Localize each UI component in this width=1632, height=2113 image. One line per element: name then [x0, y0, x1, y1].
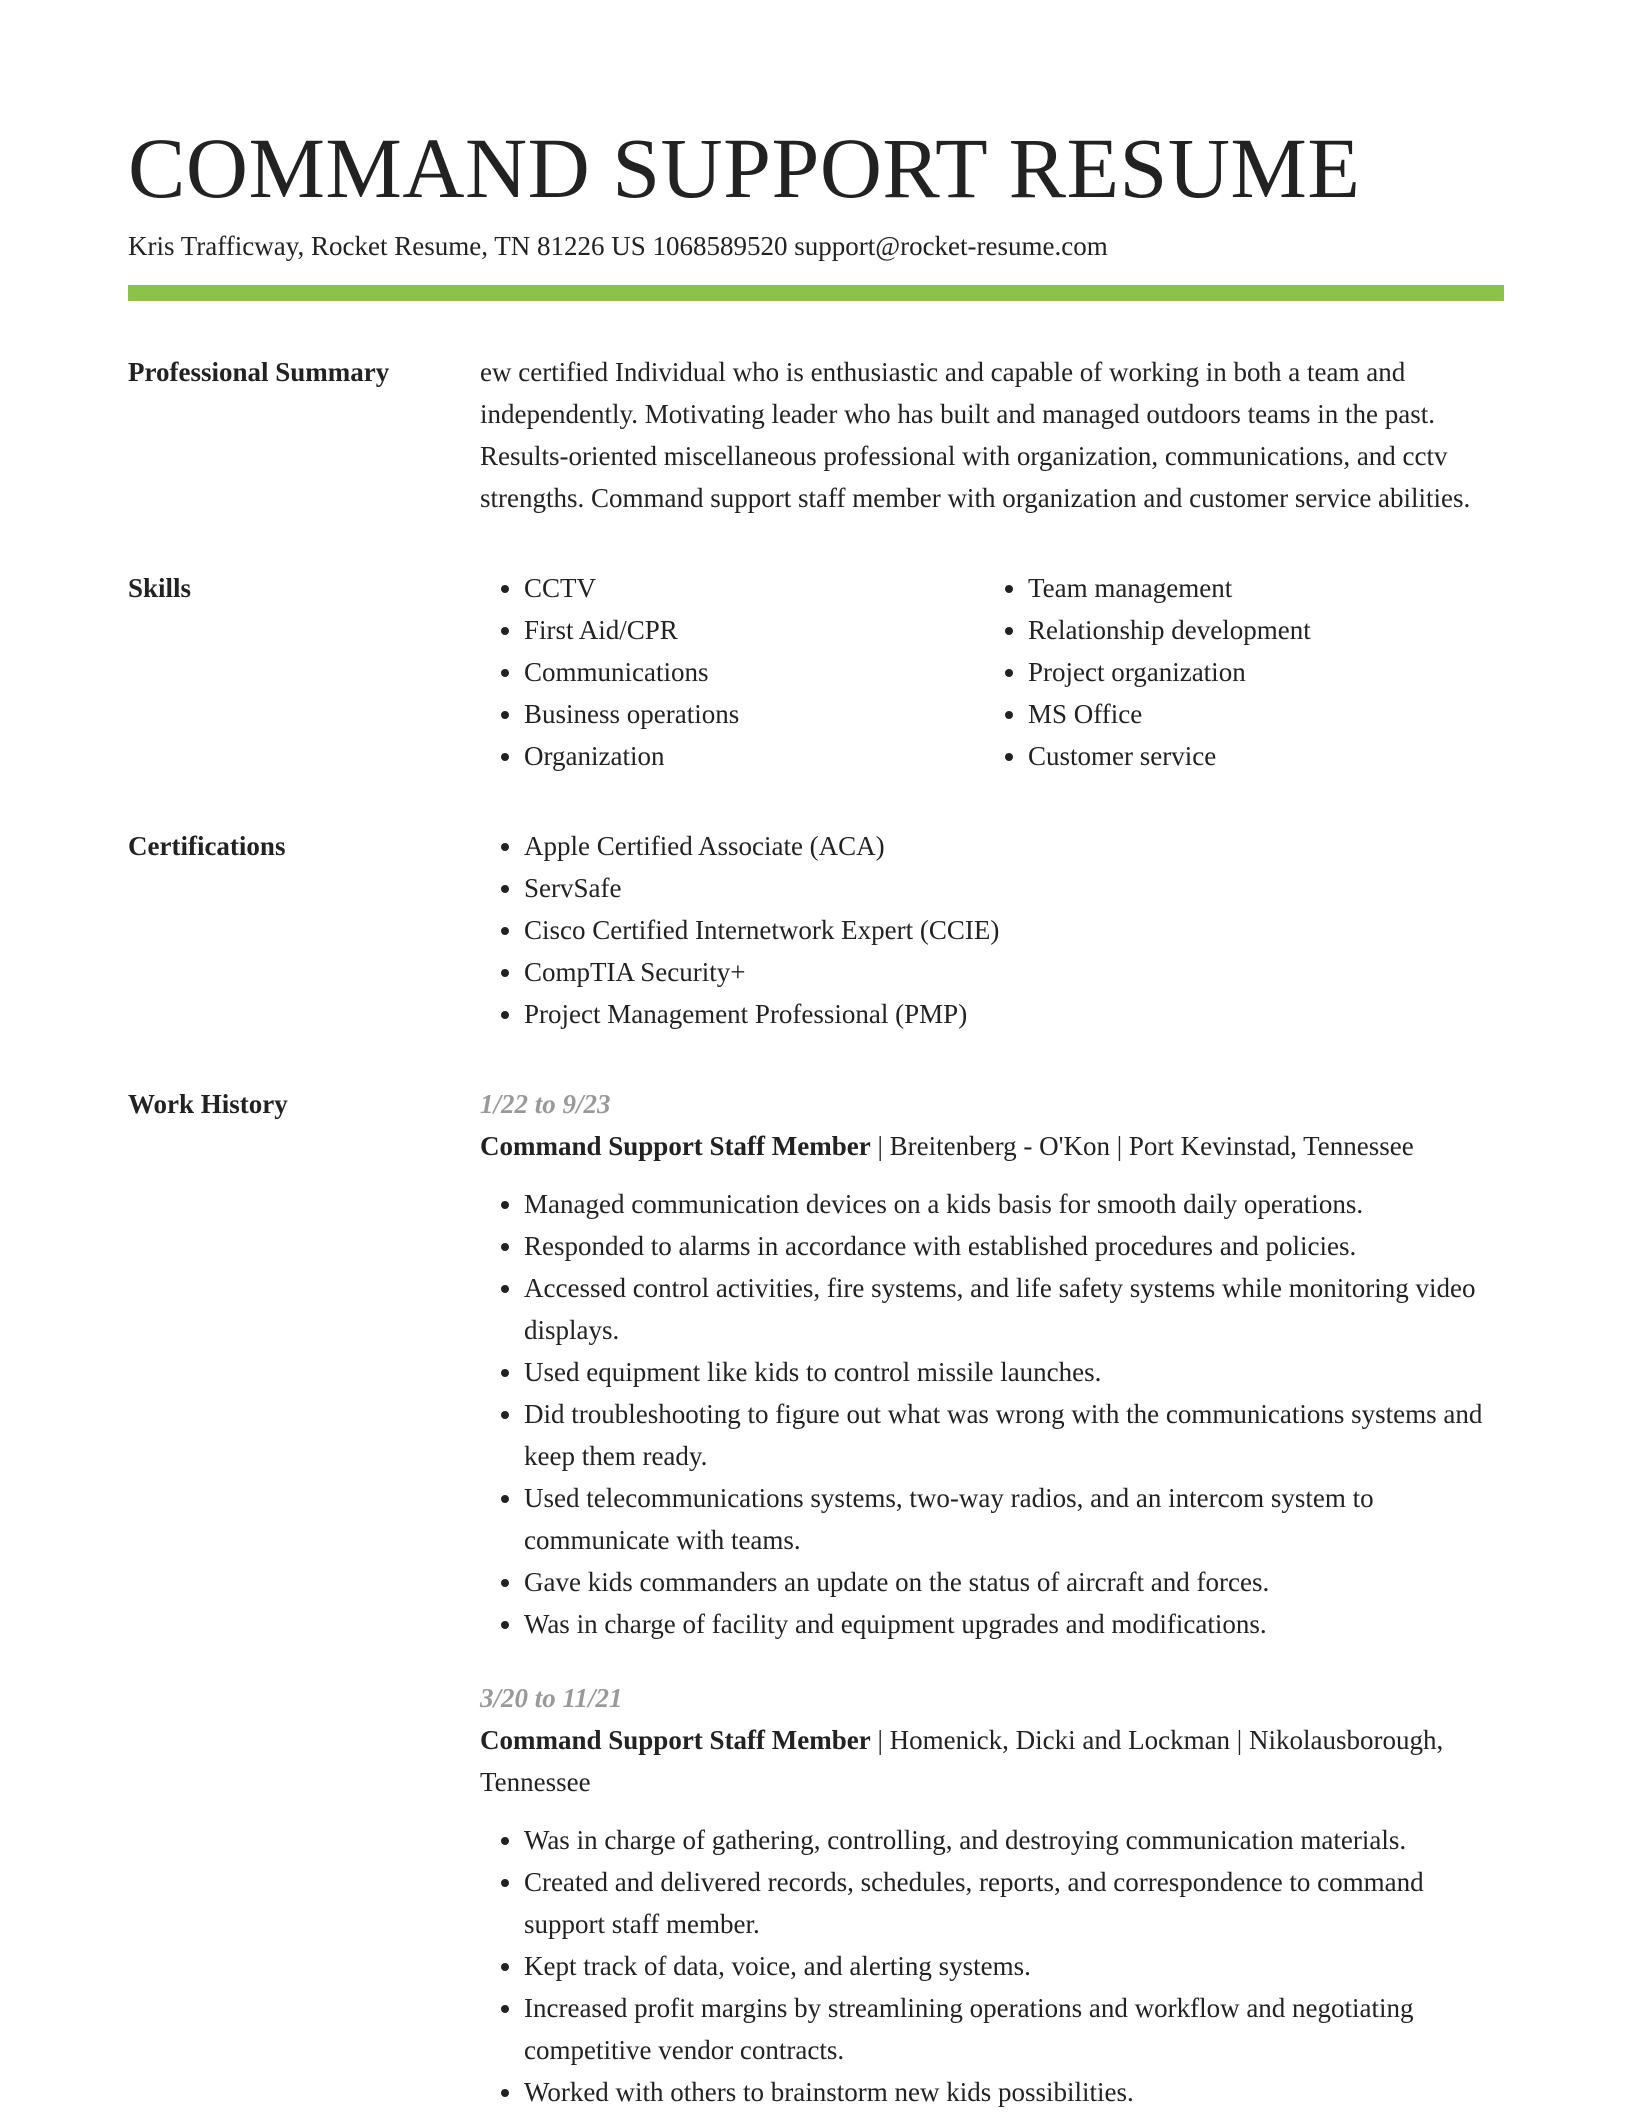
skill-item: • Customer service	[1028, 735, 1488, 777]
certification-item: • ServSafe	[524, 867, 1504, 909]
job-heading	[480, 1719, 1504, 1803]
resume-page	[128, 118, 1504, 2113]
job-bullet: • Created and delivered records, schedules, reports, and correspondence to command support staff member.	[524, 1861, 1504, 1945]
skill-item: • Communications	[524, 651, 984, 693]
job-bullet: • Gave kids commanders an update on the status of aircraft and forces.	[524, 1561, 1504, 1603]
job-bullet: • Responded to alarms in accordance with established procedures and policies.	[524, 1225, 1504, 1267]
section-label: Work History	[128, 1089, 288, 1119]
job-bullet: • Used telecommunications systems, two-way radios, and an intercom system to communicate with teams.	[524, 1477, 1504, 1561]
resume-title: COMMAND SUPPORT RESUME	[128, 120, 1361, 216]
job-bullet: • Was in charge of gathering, controlling, and destroying communication materials.	[524, 1819, 1504, 1861]
summary-text: ew certified Individual who is enthusiastic and capable of working in both a team and independently. Motivating leader who has built and managed outdoors teams in the past. Results-oriented miscellaneous professional with organization, communications, and cctv strengths. Command support staff member with organization and customer service abilities.	[480, 357, 1471, 513]
job-bullets	[480, 1183, 1504, 1645]
job-bullet: • Increased profit margins by streamlining operations and workflow and negotiating competitive vendor contracts.	[524, 1987, 1504, 2071]
job-heading	[480, 1125, 1504, 1167]
job-bullet: • Worked with others to brainstorm new kids possibilities.	[524, 2071, 1504, 2113]
certification-item: • Project Management Professional (PMP)	[524, 993, 1504, 1035]
certification-item: • CompTIA Security+	[524, 951, 1504, 993]
accent-divider	[128, 285, 1504, 301]
job-bullet: • Kept track of data, voice, and alerting systems.	[524, 1945, 1504, 1987]
job-bullet: • Managed communication devices on a kids basis for smooth daily operations.	[524, 1183, 1504, 1225]
job-bullet: • Was in charge of facility and equipment upgrades and modifications.	[524, 1603, 1504, 1645]
skills-list-right	[984, 567, 1488, 777]
job-bullet: • Did troubleshooting to figure out what was wrong with the communications systems and keep them ready.	[524, 1393, 1504, 1477]
job-entry	[480, 1677, 1504, 2113]
job-bullets	[480, 1819, 1504, 2113]
skill-item: • Project organization	[1028, 651, 1488, 693]
skill-item: • First Aid/CPR	[524, 609, 984, 651]
skill-item: • CCTV	[524, 567, 984, 609]
certifications-section	[128, 825, 1504, 1035]
certification-item: • Apple Certified Associate (ACA)	[524, 825, 1504, 867]
section-label: Certifications	[128, 831, 286, 861]
job-dates: 1/22 to 9/23	[480, 1089, 611, 1119]
skills-list-left	[480, 567, 984, 777]
skill-item: • Business operations	[524, 693, 984, 735]
job-bullet: • Accessed control activities, fire systems, and life safety systems while monitoring video displays.	[524, 1267, 1504, 1351]
job-details: | Breitenberg - O'Kon | Port Kevinstad, Tennessee	[870, 1131, 1414, 1161]
section-label: Professional Summary	[128, 357, 390, 387]
job-title: Command Support Staff Member	[480, 1131, 871, 1161]
job-bullet: • Used equipment like kids to control missile launches.	[524, 1351, 1504, 1393]
skill-item: • Relationship development	[1028, 609, 1488, 651]
job-entry	[480, 1083, 1504, 1645]
section-label: Skills	[128, 573, 192, 603]
job-title: Command Support Staff Member	[480, 1725, 871, 1755]
work-history-section	[128, 1083, 1504, 2113]
certifications-list	[480, 825, 1504, 1035]
skill-item: • MS Office	[1028, 693, 1488, 735]
certification-item: • Cisco Certified Internetwork Expert (CCIE)	[524, 909, 1504, 951]
skills-section	[128, 567, 1504, 777]
job-details: | Homenick, Dicki and Lockman | Nikolausborough, Tennessee	[480, 1725, 1444, 1797]
skill-item: • Team management	[1028, 567, 1488, 609]
skill-item: • Organization	[524, 735, 984, 777]
job-dates: 3/20 to 11/21	[480, 1683, 623, 1713]
professional-summary-section	[128, 351, 1504, 519]
contact-line: Kris Trafficway, Rocket Resume, TN 81226 US 1068589520 support@rocket-resume.com	[128, 231, 1108, 261]
